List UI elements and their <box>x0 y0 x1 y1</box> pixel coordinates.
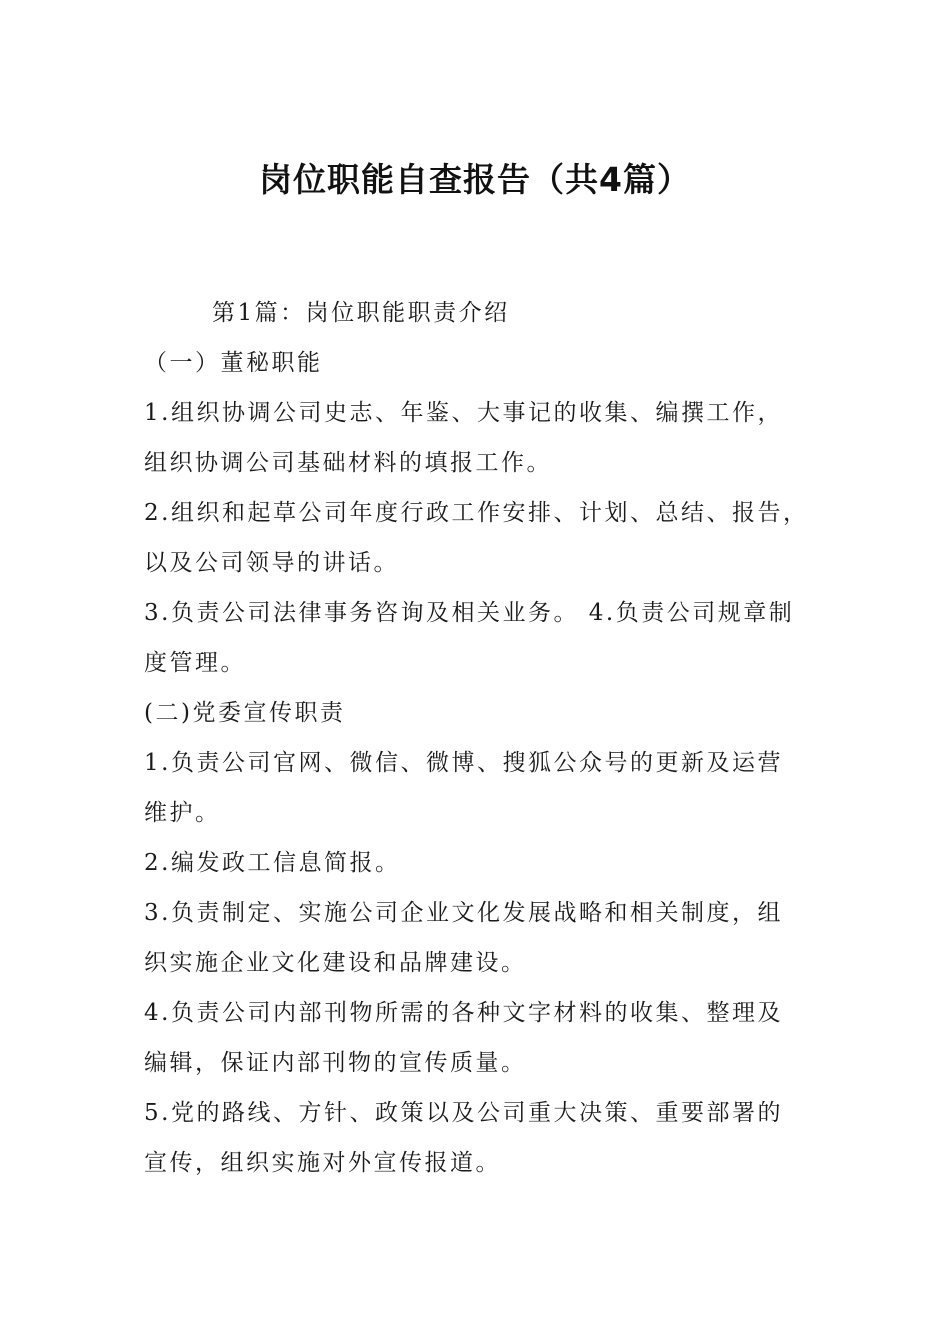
paragraph-line: 4.负责公司内部刊物所需的各种文字材料的收集、整理及 <box>144 1000 783 1026</box>
paragraph-line: 1.组织协调公司史志、年鉴、大事记的收集、编撰工作， <box>144 400 783 426</box>
paragraph-line: 维护。 <box>144 800 221 826</box>
document-title: 岗位职能自查报告（共4篇） <box>259 160 691 199</box>
paragraph-line: 2.组织和起草公司年度行政工作安排、计划、总结、报告， <box>144 500 809 526</box>
paragraph-line: 以及公司领导的讲话。 <box>144 550 399 576</box>
paragraph-line: 2.编发政工信息简报。 <box>144 850 401 876</box>
paragraph-line: 度管理。 <box>144 650 246 676</box>
paragraph-line: 5.党的路线、方针、政策以及公司重大决策、重要部署的 <box>144 1100 783 1126</box>
section-heading: 第1篇：岗位职能职责介绍 <box>212 300 510 326</box>
paragraph-line: 编辑，保证内部刊物的宣传质量。 <box>144 1050 527 1076</box>
subsection-heading: (二)党委宣传职责 <box>144 700 346 726</box>
paragraph-line: 3.负责公司法律事务咨询及相关业务。 4.负责公司规章制 <box>144 600 795 626</box>
paragraph-line: 组织协调公司基础材料的填报工作。 <box>144 450 552 476</box>
document-body <box>144 288 834 1188</box>
paragraph-line: 1.负责公司官网、微信、微博、搜狐公众号的更新及运营 <box>144 750 783 776</box>
subsection-heading: （一）董秘职能 <box>144 350 323 376</box>
paragraph-line: 织实施企业文化建设和品牌建设。 <box>144 950 527 976</box>
paragraph-line: 3.负责制定、实施公司企业文化发展战略和相关制度，组 <box>144 900 783 926</box>
paragraph-line: 宣传，组织实施对外宣传报道。 <box>144 1150 501 1176</box>
